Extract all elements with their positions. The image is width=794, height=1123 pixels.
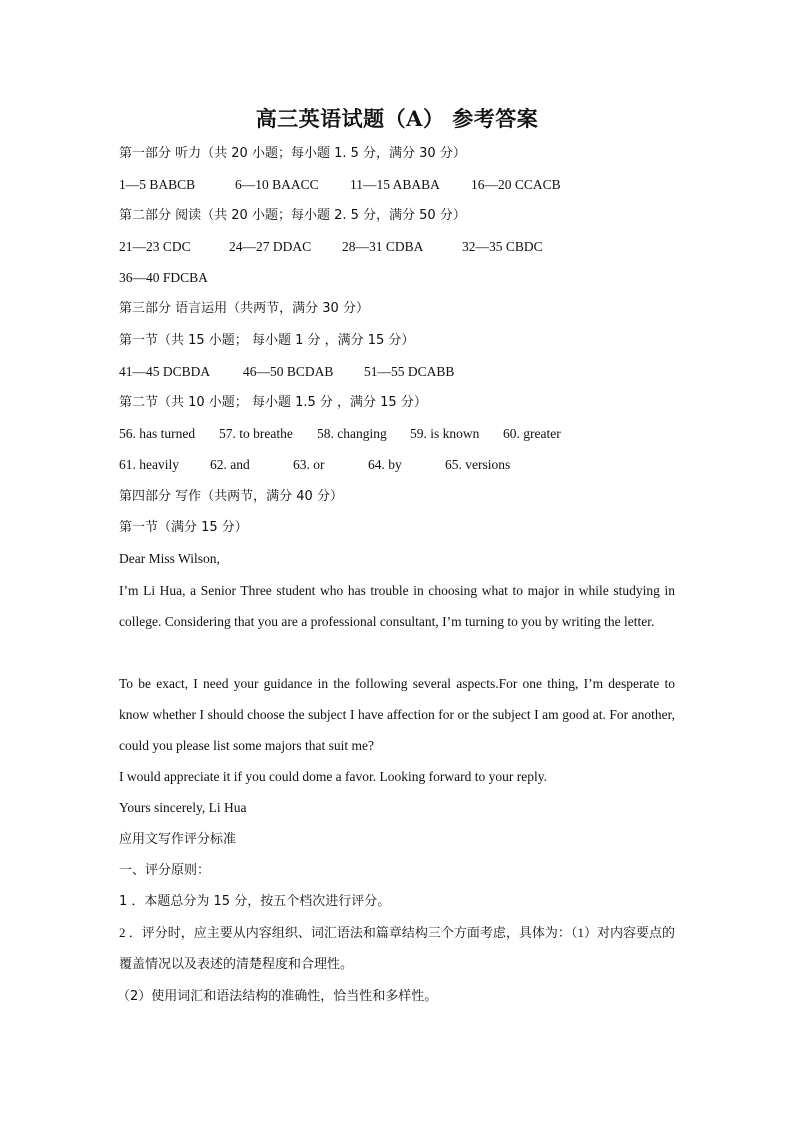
part2-answers-row1 xyxy=(119,238,543,256)
answer-group: 11—15 ABABA xyxy=(350,177,440,192)
answer-group: 41—45 DCBDA xyxy=(119,364,211,379)
answer-group: 21—23 CDC xyxy=(119,239,191,254)
answer-item: 65. versions xyxy=(445,457,511,472)
letter-paragraph-2: To be exact, I need your guidance in the following several aspects.For one thing, I’m desperate to know whether I should choose the subject I have affection for or the subject I am good at. For another, could you please list some majors that suit me? xyxy=(119,676,675,753)
rule-2: 2 ．评分时，应主要从内容组织、词汇语法和篇章结构三个方面考虑，具体为：（1）对内容要点的覆盖情况以及表述的清楚程度和合理性。 xyxy=(119,925,675,971)
answer-item: 64. by xyxy=(368,457,402,472)
part4-heading: 第四部分 写作（共两节，满分 40 分） xyxy=(119,489,343,504)
answer-group: 1—5 BABCB xyxy=(119,177,196,192)
part4-section1-heading: 第一节（满分 15 分） xyxy=(119,520,248,535)
answer-item: 57. to breathe xyxy=(219,426,293,441)
answer-group: 51—55 DCABB xyxy=(364,364,455,379)
part3-section2-row1 xyxy=(119,425,561,443)
rule-3: （2）使用词汇和语法结构的准确性，恰当性和多样性。 xyxy=(117,989,438,1004)
letter-closing: Yours sincerely, Li Hua xyxy=(119,800,247,815)
answer-group: 28—31 CDBA xyxy=(342,239,424,254)
criteria-title: 应用文写作评分标准 xyxy=(119,832,237,847)
answer-group: 24—27 DDAC xyxy=(229,239,312,254)
part2-heading: 第二部分 阅读（共 20 小题；每小题 2. 5 分，满分 50 分） xyxy=(119,208,466,223)
part1-heading: 第一部分 听力（共 20 小题；每小题 1. 5 分，满分 30 分） xyxy=(119,146,466,161)
answer-group: 6—10 BAACC xyxy=(235,177,319,192)
answer-item: 59. is known xyxy=(410,426,480,441)
letter-paragraph-3: I would appreciate it if you could dome a favor. Looking forward to your reply. xyxy=(119,769,547,784)
answer-item: 63. or xyxy=(293,457,325,472)
answer-group: 32—35 CBDC xyxy=(462,239,543,254)
part1-answers xyxy=(119,176,561,194)
part3-section1-heading: 第一节（共 15 小题； 每小题 1 分 ，满分 15 分） xyxy=(119,333,415,348)
part3-section1-answers xyxy=(119,363,454,381)
answer-item: 56. has turned xyxy=(119,426,196,441)
part2-answers-row2: 36—40 FDCBA xyxy=(119,270,208,285)
rule-1: 1 ．本题总分为 15 分，按五个档次进行评分。 xyxy=(119,894,391,909)
answer-item: 62. and xyxy=(210,457,250,472)
answer-item: 60. greater xyxy=(503,426,561,441)
part3-section2-row2 xyxy=(119,456,510,474)
part3-section2-heading: 第二节（共 10 小题； 每小题 1.5 分 ，满分 15 分） xyxy=(119,395,427,410)
answer-group: 46—50 BCDAB xyxy=(243,364,334,379)
answer-group: 16—20 CCACB xyxy=(471,177,561,192)
part3-heading: 第三部分 语言运用（共两节，满分 30 分） xyxy=(119,301,369,316)
answer-item: 58. changing xyxy=(317,426,387,441)
principles-heading: 一、评分原则： xyxy=(119,863,211,878)
letter-salutation: Dear Miss Wilson, xyxy=(119,551,220,566)
letter-paragraph-1: I’m Li Hua, a Senior Three student who has trouble in choosing what to major in while studying in college. Considering that you are a professional consultant, I’m turning to you by writing the letter. xyxy=(119,583,675,629)
page-title: 高三英语试题（A） 参考答案 xyxy=(255,106,539,131)
answer-item: 61. heavily xyxy=(119,457,179,472)
